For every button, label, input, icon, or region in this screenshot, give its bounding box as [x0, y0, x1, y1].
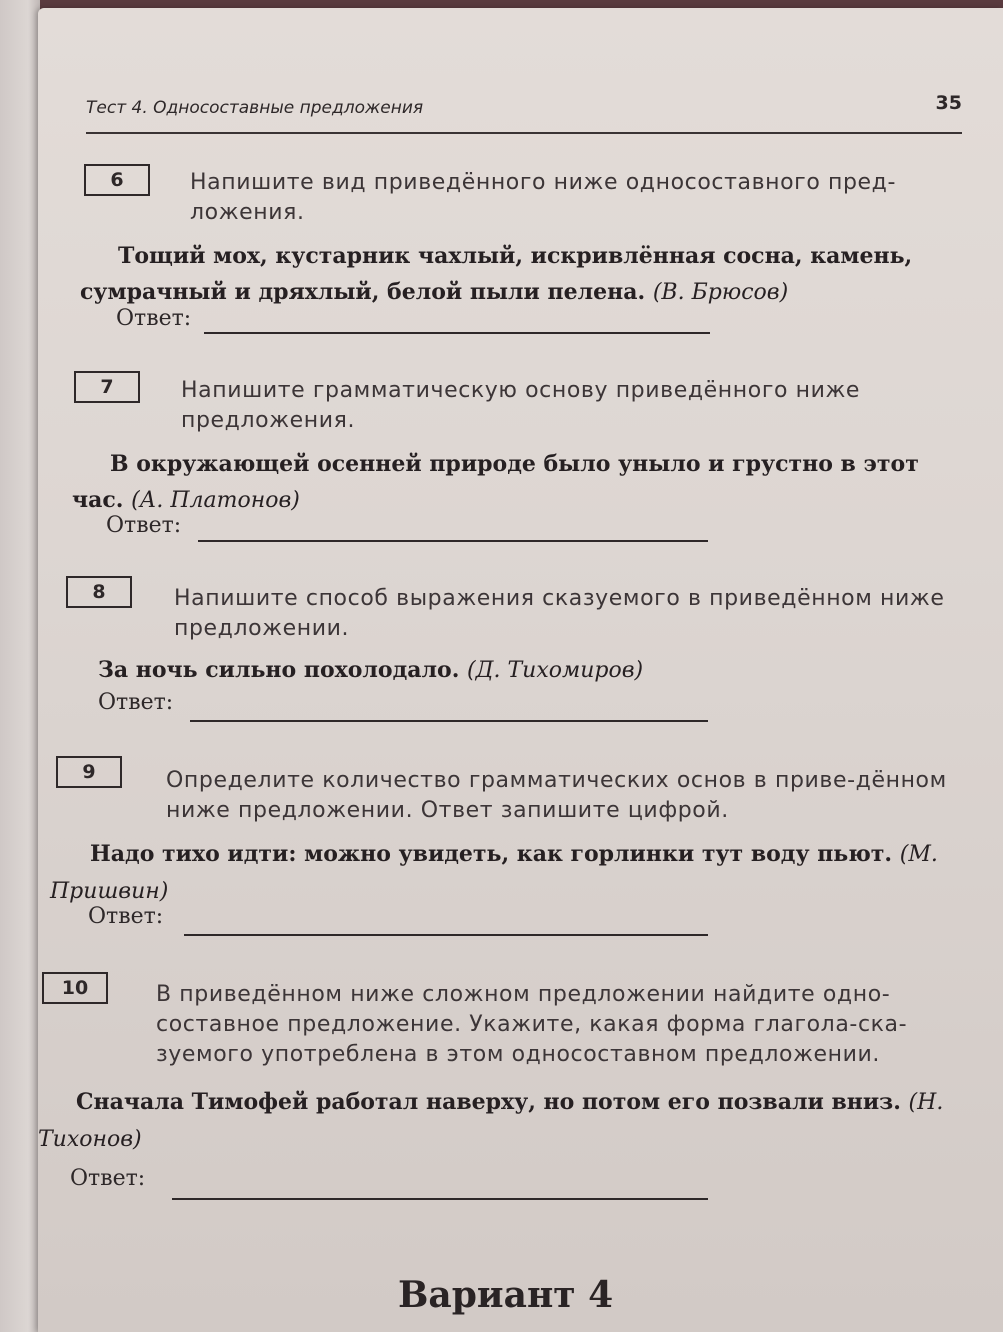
- answer-line[interactable]: [172, 1198, 708, 1200]
- answer-label: Ответ:: [98, 690, 174, 715]
- task-sentence: [38, 1084, 983, 1158]
- sentence-text: Тощий мох, кустарник чахлый, искривлённая сосна, камень, сумрачный и дряхлый, белой пыли пелена.: [80, 243, 913, 305]
- task-number-box: 7: [74, 371, 140, 403]
- answer-line[interactable]: [204, 332, 710, 334]
- answer-label: Ответ:: [88, 904, 164, 929]
- sentence-text: В окружающей осенней природе было уныло и грустно в этот час.: [72, 451, 919, 513]
- sentence-author: (Д. Тихомиров): [467, 658, 644, 683]
- sentence-text: Сначала Тимофей работал наверху, но потом его позвали вниз.: [76, 1089, 901, 1115]
- sentence-author: (Н. Тихонов): [38, 1090, 944, 1152]
- variant-heading: Вариант 4: [398, 1274, 614, 1316]
- task-sentence: [50, 836, 980, 910]
- answer-label: Ответ:: [70, 1166, 146, 1191]
- task-sentence: [80, 238, 970, 311]
- sentence-author: (В. Брюсов): [652, 280, 789, 305]
- answer-line[interactable]: [190, 720, 708, 722]
- answer-label: Ответ:: [106, 513, 182, 538]
- sentence-text: За ночь сильно похолодало.: [98, 657, 460, 683]
- answer-label: Ответ:: [116, 306, 192, 331]
- task-instruction: Напишите грамматическую основу приведённого ниже предложения.: [181, 378, 861, 433]
- task-number-box: 9: [56, 756, 122, 788]
- sentence-text: Надо тихо идти: можно увидеть, как горлинки тут воду пьют.: [90, 841, 893, 867]
- task-instruction: В приведённом ниже сложном предложении найдите одно-составное предложение. Укажите, какая форма глагола-ска-зуемого употреблена в этом односоставном предложении.: [156, 982, 908, 1067]
- page-number: 35: [935, 92, 962, 114]
- task-number-box: 8: [66, 576, 132, 608]
- sentence-author: (А. Платонов): [131, 488, 300, 513]
- task-instruction: Напишите способ выражения сказуемого в приведённом ниже предложении.: [174, 586, 945, 641]
- task-number-box: 10: [42, 972, 108, 1004]
- task-instruction: Напишите вид приведённого ниже односоставного пред-ложения.: [190, 170, 897, 225]
- book-page: [38, 8, 1003, 1332]
- adjacent-page-edge: [0, 0, 40, 1332]
- task-sentence: [72, 446, 967, 519]
- test-title: Тест 4. Односоставные предложения: [86, 98, 424, 118]
- answer-line[interactable]: [198, 540, 708, 542]
- task-number-box: 6: [84, 164, 150, 196]
- task-sentence: [98, 652, 958, 689]
- task-instruction: Определите количество грамматических основ в приве-дённом ниже предложении. Ответ запишите цифрой.: [166, 768, 947, 823]
- page-header: [86, 92, 962, 134]
- sentence-author: (М. Пришвин): [50, 842, 938, 904]
- answer-line[interactable]: [184, 934, 708, 936]
